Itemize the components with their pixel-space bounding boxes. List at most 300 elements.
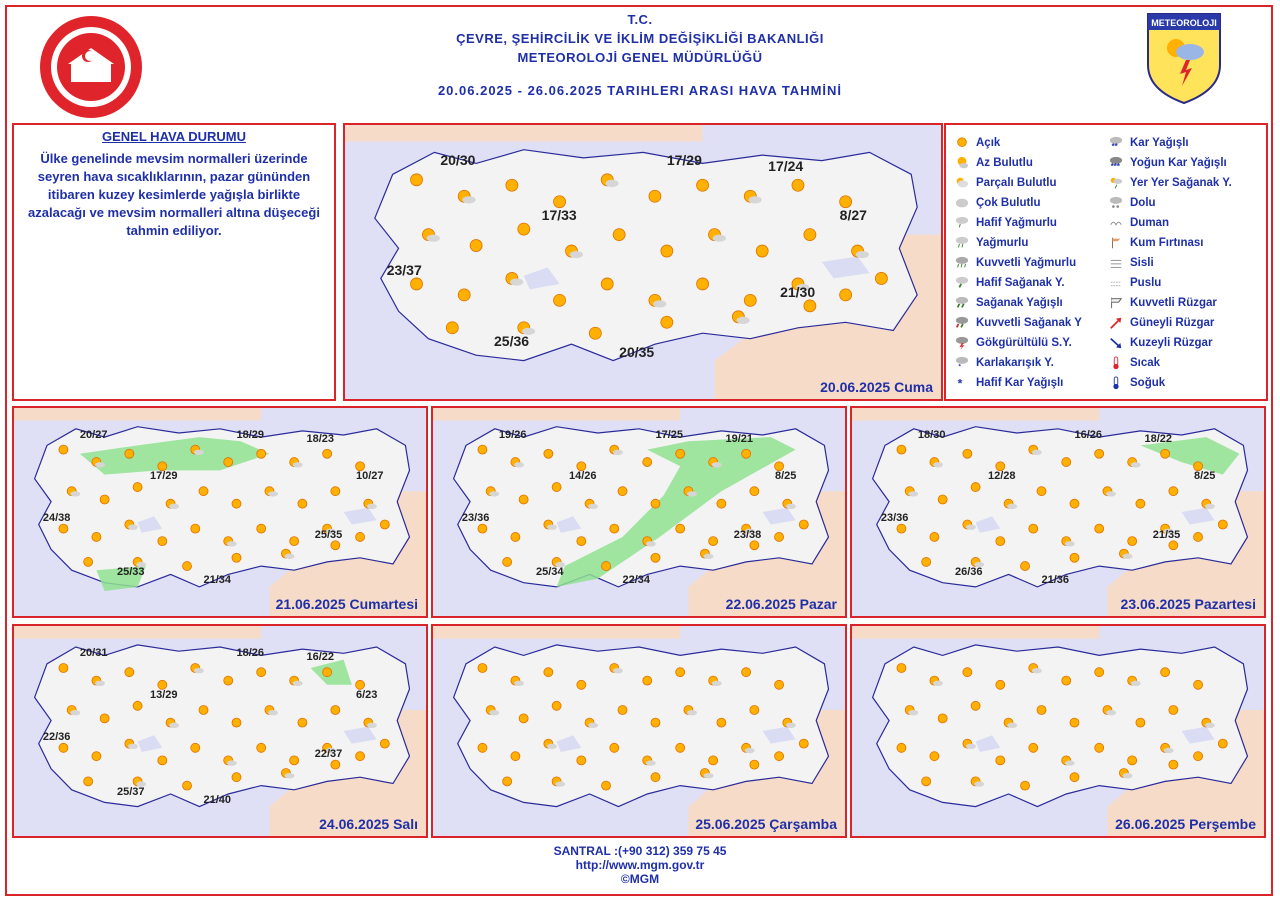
shower-icon xyxy=(954,296,970,310)
sun-icon xyxy=(775,462,784,471)
sun-icon xyxy=(298,499,307,508)
temperature-label: 20/31 xyxy=(79,647,108,659)
sun-icon xyxy=(224,458,233,467)
legend-item xyxy=(1108,253,1258,273)
sun-icon xyxy=(100,495,109,504)
sun-icon xyxy=(183,781,192,790)
sun-icon xyxy=(697,278,709,290)
legend-item xyxy=(1108,153,1258,173)
sun-icon xyxy=(1062,676,1071,685)
temperature-label: 20/30 xyxy=(440,152,476,169)
sun-icon xyxy=(232,499,241,508)
sun-icon xyxy=(1218,520,1227,529)
legend-item xyxy=(1108,373,1258,393)
temperature-label: 23/37 xyxy=(386,262,422,278)
sun-icon xyxy=(59,743,68,752)
sleet-icon xyxy=(954,356,970,370)
map-date-label: 23.06.2025 Pazartesi xyxy=(1120,596,1256,612)
sun-icon xyxy=(897,664,906,673)
sun-icon xyxy=(651,499,660,508)
heavy-rain-icon xyxy=(954,256,970,270)
snow-icon xyxy=(1108,136,1124,150)
sun-icon xyxy=(478,664,487,673)
sun-icon xyxy=(478,445,487,454)
sun-icon xyxy=(697,179,709,191)
legend-item xyxy=(954,253,1104,273)
sun-icon xyxy=(996,462,1005,471)
sun-icon xyxy=(750,706,759,715)
legend-label: Dolu xyxy=(1130,197,1156,209)
legend-item xyxy=(1108,173,1258,193)
sun-icon xyxy=(158,756,167,765)
sun-icon xyxy=(651,773,660,782)
legend-label: Sıcak xyxy=(1130,357,1161,369)
legend-label: Puslu xyxy=(1130,277,1162,289)
sun-icon xyxy=(963,668,972,677)
forecast-title: 20.06.2025 - 26.06.2025 TARIHLERI ARASI HAVA TAHMİNİ xyxy=(437,83,843,98)
scattered-shower-icon xyxy=(1108,176,1124,190)
sun-icon xyxy=(519,495,528,504)
temperature-label: 17/25 xyxy=(655,428,683,441)
sun-icon xyxy=(1070,718,1079,727)
sun-icon xyxy=(971,483,980,492)
sun-icon xyxy=(750,760,759,769)
sun-icon xyxy=(922,557,931,566)
temperature-label: 25/35 xyxy=(314,528,343,541)
sun-icon xyxy=(158,680,167,689)
sun-icon xyxy=(411,174,423,186)
legend-label: Hafif Kar Yağışlı xyxy=(976,377,1064,389)
temperature-label: 25/34 xyxy=(536,566,564,579)
footer xyxy=(0,844,1280,886)
sun-icon xyxy=(799,739,808,748)
temperature-label: 16/22 xyxy=(306,651,335,664)
sun-icon xyxy=(1218,739,1227,748)
sun-icon xyxy=(298,718,307,727)
sun-icon xyxy=(446,322,458,334)
legend-label: Yoğun Kar Yağışlı xyxy=(1130,157,1227,169)
legend-label: Açık xyxy=(976,137,1001,149)
sun-icon xyxy=(552,483,561,492)
temperature-label: 20/35 xyxy=(619,344,655,361)
sun-icon xyxy=(804,229,816,241)
sun-icon xyxy=(613,229,625,241)
light-rain-icon xyxy=(954,216,970,230)
sun-icon xyxy=(996,756,1005,765)
temperature-label: 17/24 xyxy=(768,157,804,174)
temperature-label: 8/25 xyxy=(1193,470,1216,483)
legend-item xyxy=(954,233,1104,253)
sun-icon xyxy=(897,743,906,752)
legend-panel xyxy=(944,123,1268,401)
general-weather-title: GENEL HAVA DURUMU xyxy=(102,129,246,144)
temperature-label: 21/35 xyxy=(1152,528,1181,541)
legend-label: Kuvvetli Sağanak Y xyxy=(976,317,1082,329)
map-date-label: 24.06.2025 Salı xyxy=(319,816,418,832)
legend-item xyxy=(1108,193,1258,213)
legend-label: Çok Bulutlu xyxy=(976,197,1041,209)
legend-label: Yer Yer Sağanak Y. xyxy=(1130,177,1232,189)
temperature-label: 25/36 xyxy=(494,333,530,350)
sun-icon xyxy=(470,240,482,252)
sun-icon xyxy=(356,532,365,541)
legend-label: Parçalı Bulutlu xyxy=(976,177,1057,189)
temperature-label: 19/26 xyxy=(498,428,527,441)
sun-icon xyxy=(602,781,611,790)
sun-icon xyxy=(199,706,208,715)
temperature-label: 14/26 xyxy=(568,470,597,483)
cloud-icon xyxy=(954,196,970,210)
legend-item xyxy=(954,373,1104,393)
sun-icon xyxy=(125,668,134,677)
sun-icon xyxy=(100,714,109,723)
sun-icon xyxy=(290,756,299,765)
sun-icon xyxy=(232,718,241,727)
legend-item xyxy=(954,173,1104,193)
hail-icon xyxy=(1108,196,1124,210)
sun-icon xyxy=(232,553,241,562)
sun-icon xyxy=(897,524,906,533)
sun-icon xyxy=(577,680,586,689)
temperature-label: 18/30 xyxy=(917,428,946,441)
map-date-label: 20.06.2025 Cuma xyxy=(820,379,933,395)
sun-icon xyxy=(191,743,200,752)
sun-icon xyxy=(92,752,101,761)
temperature-label: 13/29 xyxy=(149,689,178,701)
temperature-label: 21/36 xyxy=(1041,574,1070,587)
phone-number: SANTRAL :(+90 312) 359 75 45 xyxy=(553,844,727,858)
sun-icon xyxy=(756,245,768,257)
map-date-label: 22.06.2025 Pazar xyxy=(725,596,837,612)
sun-icon xyxy=(1136,718,1145,727)
sun-icon xyxy=(554,196,566,208)
sun-icon xyxy=(963,449,972,458)
sun-icon xyxy=(840,196,852,208)
sun-icon xyxy=(183,562,192,571)
sun-icon xyxy=(1070,499,1079,508)
sun-icon xyxy=(411,278,423,290)
turkey-map xyxy=(433,626,845,836)
legend-label: Sağanak Yağışlı xyxy=(976,297,1063,309)
sun-icon xyxy=(1194,462,1203,471)
temperature-label: 8/25 xyxy=(774,470,797,483)
temperature-label: 16/26 xyxy=(1074,428,1102,441)
sun-icon xyxy=(744,294,756,306)
sun-icon xyxy=(938,495,947,504)
temperature-label: 18/23 xyxy=(306,432,335,445)
legend-label: Karlakarışık Y. xyxy=(976,357,1054,369)
temperature-label: 25/33 xyxy=(117,566,145,579)
sun-icon xyxy=(610,743,619,752)
sun-icon xyxy=(676,449,685,458)
temperature-label: 18/26 xyxy=(236,647,264,659)
map-date-label: 26.06.2025 Perşembe xyxy=(1115,816,1256,832)
legend-item xyxy=(954,313,1104,333)
sun-icon xyxy=(589,327,601,339)
sun-icon xyxy=(199,487,208,496)
map-day-4 xyxy=(850,406,1266,618)
sun-icon xyxy=(804,300,816,312)
sun-icon xyxy=(290,537,299,546)
sun-icon xyxy=(750,541,759,550)
sun-icon xyxy=(661,316,673,328)
sun-icon xyxy=(519,714,528,723)
temperature-label: 23/36 xyxy=(880,512,909,524)
sun-icon xyxy=(191,524,200,533)
heavy-snow-icon xyxy=(1108,156,1124,170)
map-day-3 xyxy=(431,406,847,618)
legend-label: Yağmurlu xyxy=(976,237,1029,249)
sun-icon xyxy=(1095,668,1104,677)
sun-icon xyxy=(930,532,939,541)
sun-icon xyxy=(331,487,340,496)
sun-icon xyxy=(331,706,340,715)
sun-icon xyxy=(618,487,627,496)
sun-icon xyxy=(750,487,759,496)
temperature-label: 19/21 xyxy=(725,432,754,445)
sun-icon xyxy=(954,136,970,150)
temperature-label: 22/34 xyxy=(622,574,651,587)
sun-icon xyxy=(618,706,627,715)
light-snow-icon xyxy=(954,376,970,390)
sun-icon xyxy=(875,272,887,284)
sun-icon xyxy=(1169,760,1178,769)
sun-icon xyxy=(1169,487,1178,496)
ministry-name: ÇEVRE, ŞEHİRCİLİK VE İKLİM DEĞİŞİKLİĞİ BAKANLIĞI xyxy=(456,31,824,46)
legend-label: Güneyli Rüzgar xyxy=(1130,317,1215,329)
sun-icon xyxy=(133,701,142,710)
legend-item xyxy=(954,293,1104,313)
sun-icon xyxy=(1037,706,1046,715)
sun-icon xyxy=(1029,524,1038,533)
ministry-emblem-icon xyxy=(38,14,144,120)
svg-text:**: ** xyxy=(1111,142,1118,150)
legend-label: Soğuk xyxy=(1130,377,1166,389)
legend-item xyxy=(1108,133,1258,153)
sun-icon xyxy=(840,289,852,301)
temperature-label: 20/27 xyxy=(79,428,108,441)
sun-icon xyxy=(323,449,332,458)
legend-item xyxy=(954,273,1104,293)
sun-icon xyxy=(651,553,660,562)
legend-item xyxy=(1108,293,1258,313)
temperature-label: 23/36 xyxy=(461,512,490,524)
sun-icon xyxy=(92,532,101,541)
sun-icon xyxy=(996,537,1005,546)
temperature-label: 8/27 xyxy=(839,207,867,224)
legend-label: Hafif Sağanak Y. xyxy=(976,277,1065,289)
sun-icon xyxy=(1136,499,1145,508)
light-shower-icon xyxy=(954,276,970,290)
sun-icon xyxy=(1095,743,1104,752)
legend-label: Az Bulutlu xyxy=(976,157,1033,169)
sun-icon xyxy=(257,668,266,677)
legend-column-2 xyxy=(1108,133,1258,393)
map-day-6 xyxy=(431,624,847,838)
legend-item xyxy=(954,193,1104,213)
legend-label: Kar Yağışlı xyxy=(1130,137,1189,149)
sun-icon xyxy=(676,668,685,677)
website-link[interactable]: http://www.mgm.gov.tr xyxy=(575,858,705,872)
sun-icon xyxy=(1161,449,1170,458)
sun-icon xyxy=(602,562,611,571)
sandstorm-icon xyxy=(1108,236,1124,250)
sun-icon xyxy=(1128,537,1137,546)
temperature-label: 21/40 xyxy=(203,794,232,806)
sun-icon xyxy=(1062,458,1071,467)
sun-icon xyxy=(323,668,332,677)
sun-icon xyxy=(503,557,512,566)
legend-column-1 xyxy=(954,133,1104,393)
legend-label: Kuvvetli Yağmurlu xyxy=(976,257,1077,269)
sun-icon xyxy=(1070,773,1079,782)
sun-icon xyxy=(511,532,520,541)
sun-icon xyxy=(1194,680,1203,689)
cold-thermometer-icon xyxy=(1108,376,1124,390)
sun-icon xyxy=(125,449,134,458)
map-date-label: 25.06.2025 Çarşamba xyxy=(695,816,837,832)
sun-icon xyxy=(742,668,751,677)
legend-item xyxy=(954,333,1104,353)
legend-label: Hafif Yağmurlu xyxy=(976,217,1057,229)
sun-icon xyxy=(84,777,93,786)
sun-icon xyxy=(775,752,784,761)
sun-icon xyxy=(1095,524,1104,533)
sun-icon xyxy=(503,777,512,786)
sun-icon xyxy=(356,680,365,689)
temperature-label: 12/28 xyxy=(987,470,1016,483)
legend-item xyxy=(1108,273,1258,293)
sun-icon xyxy=(717,718,726,727)
mist-icon xyxy=(1108,276,1124,290)
smoke-icon xyxy=(1108,216,1124,230)
sun-icon xyxy=(511,752,520,761)
sun-icon xyxy=(709,537,718,546)
sun-icon xyxy=(458,289,470,301)
legend-item xyxy=(954,133,1104,153)
sun-icon xyxy=(1128,756,1137,765)
map-day-2 xyxy=(12,406,428,618)
sun-icon xyxy=(649,190,661,202)
sun-icon xyxy=(651,718,660,727)
sun-icon xyxy=(610,524,619,533)
legend-label: Gökgürültülü S.Y. xyxy=(976,337,1072,349)
sun-icon xyxy=(158,462,167,471)
sun-icon xyxy=(1169,541,1178,550)
map-date-label: 21.06.2025 Cumartesi xyxy=(275,596,418,612)
sun-icon xyxy=(59,664,68,673)
temperature-label: 10/27 xyxy=(355,470,384,483)
sun-icon xyxy=(257,524,266,533)
map-day-1 xyxy=(343,123,943,401)
sun-icon xyxy=(643,676,652,685)
copyright: ©MGM xyxy=(620,872,660,886)
temperature-label: 25/37 xyxy=(117,785,145,798)
sun-icon xyxy=(643,458,652,467)
svg-text:***: *** xyxy=(1110,162,1120,170)
sun-icon xyxy=(478,524,487,533)
sun-icon xyxy=(478,743,487,752)
sun-icon xyxy=(775,532,784,541)
sun-icon xyxy=(554,294,566,306)
sun-icon xyxy=(922,777,931,786)
strong-wind-icon xyxy=(1108,296,1124,310)
legend-label: Kum Fırtınası xyxy=(1130,237,1204,249)
sun-icon xyxy=(331,541,340,550)
sun-icon xyxy=(897,445,906,454)
mgm-logo-icon xyxy=(1144,10,1224,105)
sun-icon xyxy=(1029,743,1038,752)
sun-icon xyxy=(1161,668,1170,677)
sun-icon xyxy=(1070,553,1079,562)
header xyxy=(0,0,1280,118)
legend-label: Sisli xyxy=(1130,257,1154,269)
legend-label: Kuvvetli Rüzgar xyxy=(1130,297,1217,309)
north-wind-arrow-icon xyxy=(1108,336,1124,350)
temperature-label: 22/36 xyxy=(42,731,71,743)
logo-text: METEOROLOJI xyxy=(1151,18,1217,28)
hot-thermometer-icon xyxy=(1108,356,1124,370)
map-day-5 xyxy=(12,624,428,838)
south-wind-arrow-icon xyxy=(1108,316,1124,330)
temperature-label: 21/30 xyxy=(780,283,816,300)
svg-text:*: * xyxy=(957,376,963,390)
sun-icon xyxy=(601,278,613,290)
sun-icon xyxy=(742,449,751,458)
heavy-shower-icon xyxy=(954,316,970,330)
sun-icon xyxy=(544,668,553,677)
legend-item xyxy=(1108,333,1258,353)
header-line-tc: T.C. xyxy=(627,12,653,27)
legend-item xyxy=(954,353,1104,373)
legend-item xyxy=(1108,313,1258,333)
thunderstorm-icon xyxy=(954,336,970,350)
legend-label: Kuzeyli Rüzgar xyxy=(1130,337,1213,349)
sun-icon xyxy=(257,449,266,458)
sun-icon xyxy=(224,676,233,685)
sun-icon xyxy=(709,756,718,765)
sun-icon xyxy=(518,223,530,235)
sun-icon xyxy=(84,557,93,566)
temperature-label: 24/38 xyxy=(42,512,71,524)
sun-icon xyxy=(133,483,142,492)
sun-icon xyxy=(380,520,389,529)
temperature-label: 26/36 xyxy=(955,566,983,579)
svg-text:*: * xyxy=(958,363,961,370)
sun-icon xyxy=(1021,781,1030,790)
fog-icon xyxy=(1108,256,1124,270)
temperature-label: 17/29 xyxy=(149,470,178,483)
sun-icon xyxy=(1095,449,1104,458)
temperature-label: 18/29 xyxy=(236,428,264,441)
sun-icon xyxy=(577,537,586,546)
sun-icon xyxy=(1194,532,1203,541)
sun-icon xyxy=(506,179,518,191)
sun-icon xyxy=(232,773,241,782)
temperature-label: 17/29 xyxy=(666,152,702,169)
legend-item xyxy=(954,153,1104,173)
sun-icon xyxy=(380,739,389,748)
legend-item xyxy=(1108,353,1258,373)
sun-icon xyxy=(661,245,673,257)
sun-icon xyxy=(676,524,685,533)
temperature-label: 17/33 xyxy=(541,207,577,224)
sun-icon xyxy=(356,752,365,761)
sun-icon xyxy=(552,701,561,710)
turkey-map xyxy=(852,626,1264,836)
legend-item xyxy=(954,213,1104,233)
general-weather-text: Ülke genelinde mevsim normalleri üzerinde seyren hava sıcaklıklarının, pazar gününden itibaren kuzey kesimlerde yağışla birlikte azalacağı ve mevsim normalleri altına düşeceği tahmin ediliyor. xyxy=(28,151,320,238)
